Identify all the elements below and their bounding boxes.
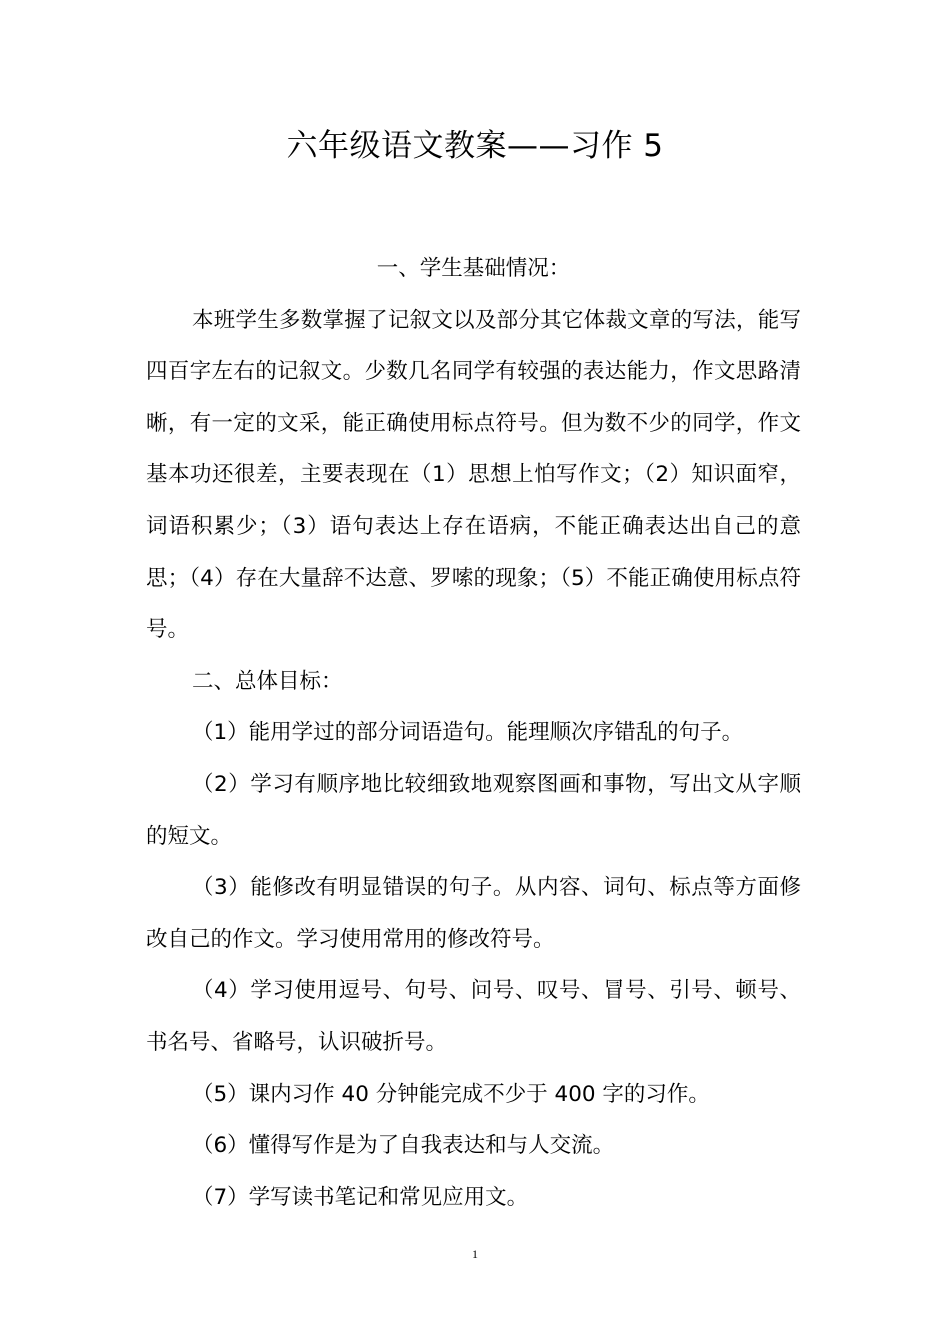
goal-item-7: （7）学写读书笔记和常见应用文。 xyxy=(192,1184,529,1210)
page-number: 1 xyxy=(472,1247,478,1261)
document-body xyxy=(146,243,801,1223)
student-basis-paragraph: 本班学生多数掌握了记叙文以及部分其它体裁文章的写法，能写四百字左右的记叙文。少数几名同学有较强的表达能力，作文思路清晰，有一定的文采，能正确使用标点符号。但为数不少的同学，作文基本功还很差，主要表现在（1）思想上怕写作文；（2）知识面窄，词语积累少；（3）语句表达上存在语病，不能正确表达出自己的意思；（4）存在大量辞不达意、罗嗦的现象；（5）不能正确使用标点符号。 xyxy=(146,307,801,643)
goal-item-3: （3）能修改有明显错误的句子。从内容、词句、标点等方面修改自己的作文。学习使用常用的修改符号。 xyxy=(146,875,801,952)
goal-item-5: （5）课内习作 40 分钟能完成不少于 400 字的习作。 xyxy=(192,1081,710,1107)
section-heading-overall-goals: 二、总体目标： xyxy=(192,668,343,694)
goal-item-6: （6）懂得写作是为了自我表达和与人交流。 xyxy=(192,1133,615,1159)
goal-item-2: （2）学习有顺序地比较细致地观察图画和事物，写出文从字顺的短文。 xyxy=(146,771,801,849)
document-title: 六年级语文教案——习作 5 xyxy=(286,128,664,164)
goal-item-1: （1）能用学过的部分词语造句。能理顺次序错乱的句子。 xyxy=(192,720,744,746)
section-heading-student-basis: 一、学生基础情况： xyxy=(376,256,571,281)
goal-item-4: （4）学习使用逗号、句号、问号、叹号、冒号、引号、顿号、书名号、省略号，认识破折号。 xyxy=(146,978,801,1055)
